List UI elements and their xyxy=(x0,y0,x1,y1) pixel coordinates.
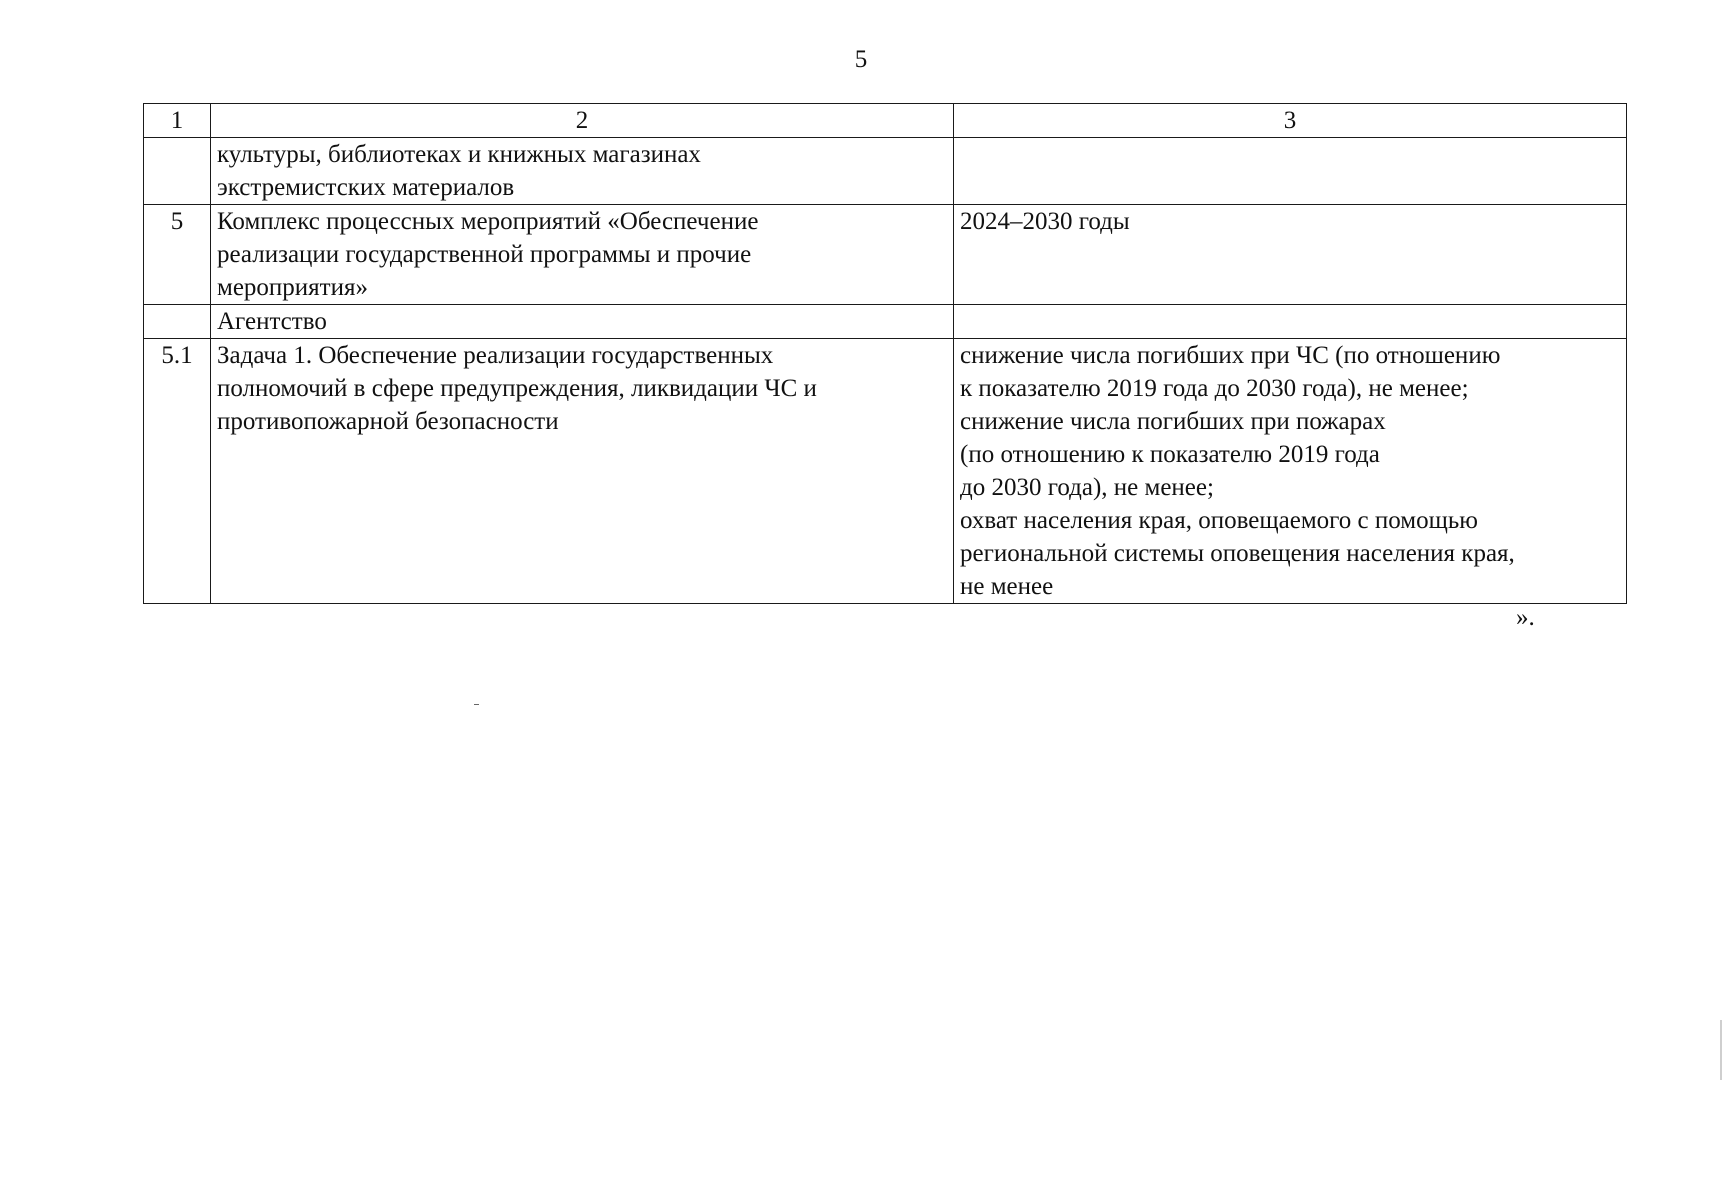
row-number: 5 xyxy=(144,205,211,305)
text-line: Агентство xyxy=(217,308,327,335)
table-row xyxy=(144,339,1627,604)
text-line: к показателю 2019 года до 2030 года), не менее; xyxy=(960,375,1469,402)
row-indicator xyxy=(954,305,1627,339)
text-line: не менее xyxy=(960,573,1054,600)
text-line: до 2030 года), не менее; xyxy=(960,474,1214,501)
table-row xyxy=(144,138,1627,205)
row-number xyxy=(144,138,211,205)
text-line: экстремистских материалов xyxy=(217,174,515,201)
header-cell-3: 3 xyxy=(954,104,1627,138)
text-line: Задача 1. Обеспечение реализации государственных xyxy=(217,342,774,369)
row-indicator xyxy=(954,138,1627,205)
row-description xyxy=(211,339,954,604)
page-number: 5 xyxy=(854,46,868,73)
table-row xyxy=(144,305,1627,339)
row-description xyxy=(211,305,954,339)
text-line: снижение числа погибших при ЧС (по отношению xyxy=(960,342,1501,369)
text-line: противопожарной безопасности xyxy=(217,408,559,435)
scan-speck xyxy=(474,704,479,705)
row-number: 5.1 xyxy=(144,339,211,604)
text-line: региональной системы оповещения населения края, xyxy=(960,540,1515,567)
header-cell-2: 2 xyxy=(211,104,954,138)
text-line: мероприятия» xyxy=(217,274,368,301)
table-row xyxy=(144,205,1627,305)
text-line: (по отношению к показателю 2019 года xyxy=(960,441,1380,468)
text-line: Комплекс процессных мероприятий «Обеспечение xyxy=(217,208,759,235)
closing-quote: ». xyxy=(1516,604,1535,631)
text-line: культуры, библиотеках и книжных магазинах xyxy=(217,141,701,168)
row-indicator xyxy=(954,205,1627,305)
table-header-row xyxy=(144,104,1627,138)
text-line: полномочий в сфере предупреждения, ликвидации ЧС и xyxy=(217,375,817,402)
row-description xyxy=(211,138,954,205)
document-table xyxy=(143,103,1627,604)
text-line: 2024–2030 годы xyxy=(960,208,1130,235)
text-line: реализации государственной программы и прочие xyxy=(217,241,752,268)
text-line: снижение числа погибших при пожарах xyxy=(960,408,1386,435)
header-cell-1: 1 xyxy=(144,104,211,138)
text-line: охват населения края, оповещаемого с помощью xyxy=(960,507,1478,534)
row-description xyxy=(211,205,954,305)
row-indicator xyxy=(954,339,1627,604)
row-number xyxy=(144,305,211,339)
